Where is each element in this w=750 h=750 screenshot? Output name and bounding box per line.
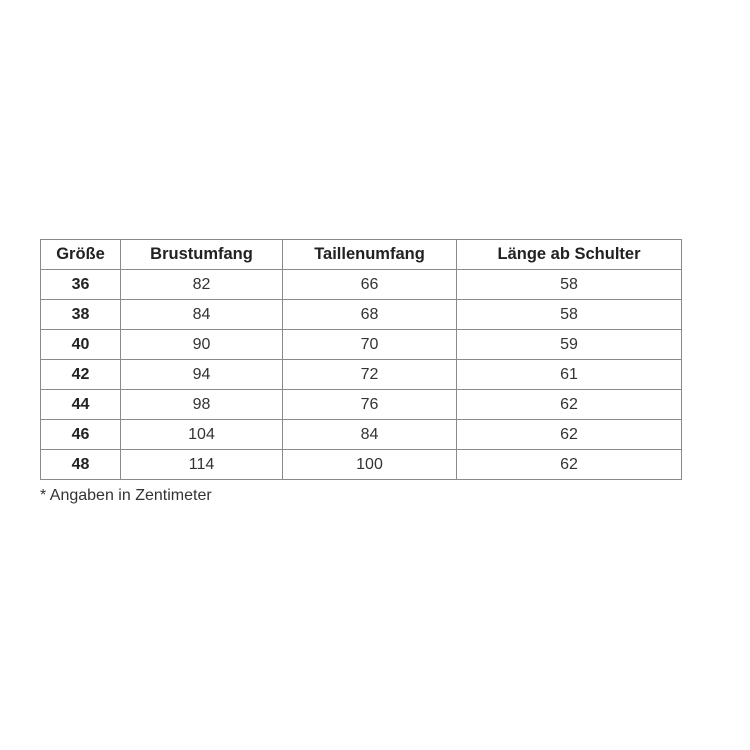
size-cell: 36 <box>41 270 121 300</box>
waist-cell: 76 <box>283 390 457 420</box>
size-cell: 42 <box>41 360 121 390</box>
chest-cell: 84 <box>121 300 283 330</box>
chest-cell: 104 <box>121 420 283 450</box>
units-footnote: * Angaben in Zentimeter <box>40 487 212 504</box>
waist-cell: 68 <box>283 300 457 330</box>
size-cell: 48 <box>41 450 121 480</box>
waist-cell: 70 <box>283 330 457 360</box>
header-length: Länge ab Schulter <box>457 240 682 270</box>
table-row <box>41 330 682 360</box>
table-row <box>41 390 682 420</box>
header-waist: Taillenumfang <box>283 240 457 270</box>
table-row <box>41 270 682 300</box>
waist-cell: 100 <box>283 450 457 480</box>
length-cell: 58 <box>457 300 682 330</box>
waist-cell: 72 <box>283 360 457 390</box>
table-row <box>41 300 682 330</box>
length-cell: 61 <box>457 360 682 390</box>
table-header-row <box>41 240 682 270</box>
length-cell: 62 <box>457 390 682 420</box>
table-row <box>41 420 682 450</box>
size-cell: 38 <box>41 300 121 330</box>
length-cell: 62 <box>457 420 682 450</box>
table-row <box>41 360 682 390</box>
header-size: Größe <box>41 240 121 270</box>
size-cell: 40 <box>41 330 121 360</box>
chest-cell: 98 <box>121 390 283 420</box>
waist-cell: 66 <box>283 270 457 300</box>
length-cell: 62 <box>457 450 682 480</box>
length-cell: 59 <box>457 330 682 360</box>
chest-cell: 82 <box>121 270 283 300</box>
size-chart-table <box>40 239 682 480</box>
size-cell: 46 <box>41 420 121 450</box>
waist-cell: 84 <box>283 420 457 450</box>
header-chest: Brustumfang <box>121 240 283 270</box>
chest-cell: 94 <box>121 360 283 390</box>
table-row <box>41 450 682 480</box>
size-cell: 44 <box>41 390 121 420</box>
chest-cell: 114 <box>121 450 283 480</box>
chest-cell: 90 <box>121 330 283 360</box>
length-cell: 58 <box>457 270 682 300</box>
